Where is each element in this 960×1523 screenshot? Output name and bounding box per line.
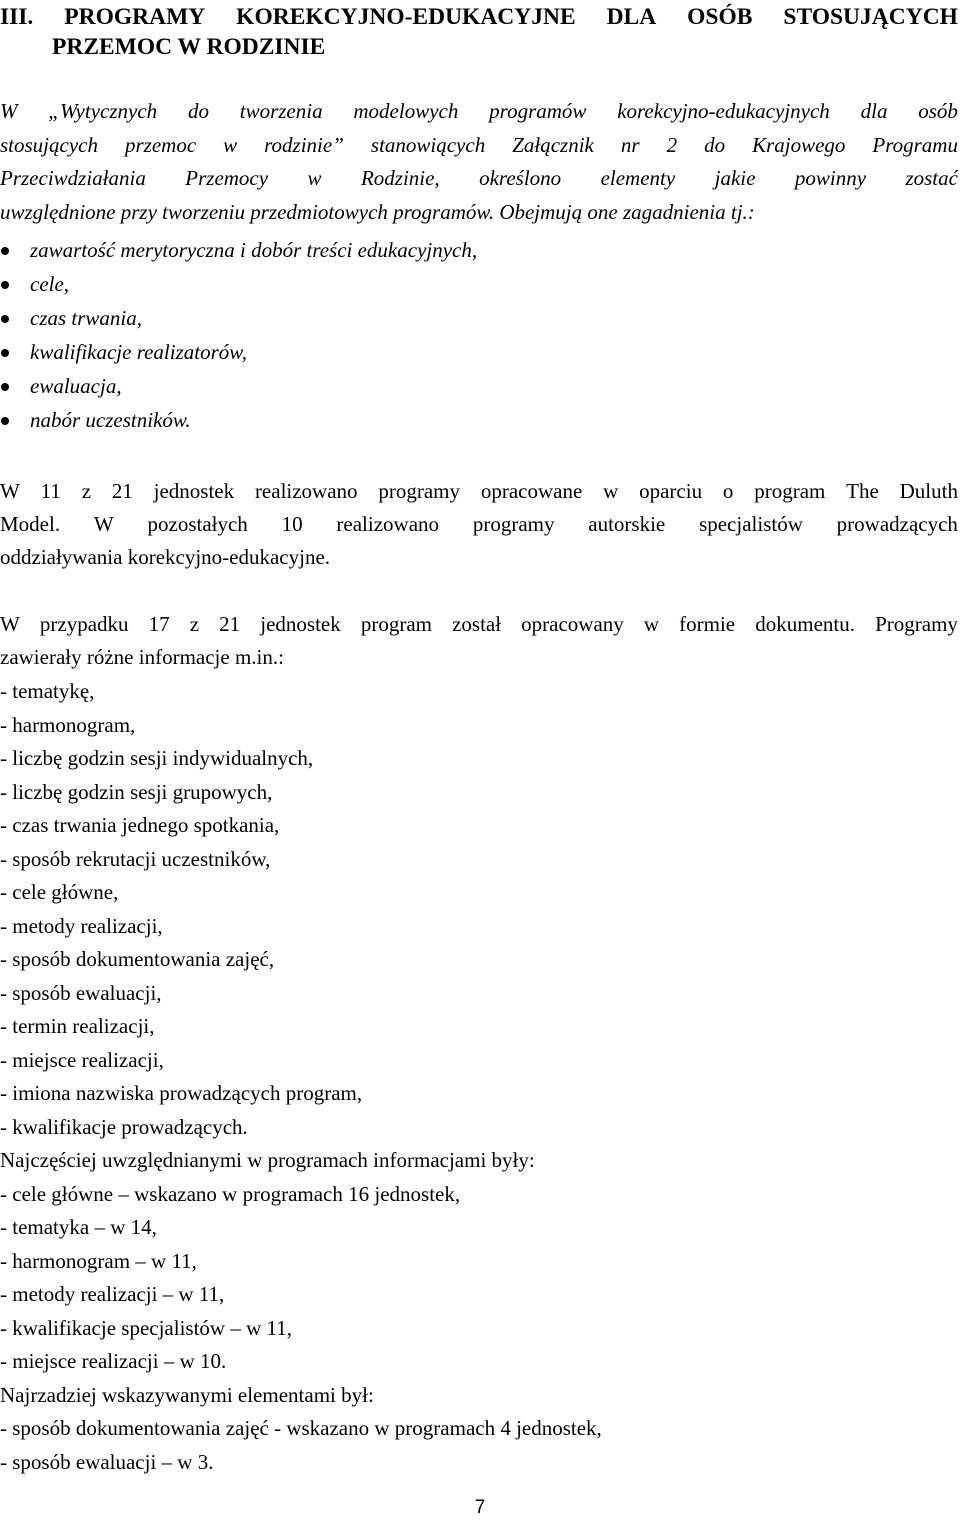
list-item: - miejsce realizacji – w 10. bbox=[0, 1349, 227, 1373]
word: do bbox=[187, 99, 209, 123]
word: STOSUJĄCYCH bbox=[783, 4, 958, 30]
word: w bbox=[307, 166, 322, 190]
list-item: - czas trwania jednego spotkania, bbox=[0, 813, 280, 837]
bullet-dot-icon bbox=[1, 247, 9, 255]
word: zostać bbox=[905, 166, 958, 190]
paragraph-duluth-model bbox=[0, 475, 958, 574]
list-item: - liczbę godzin sesji grupowych, bbox=[0, 779, 273, 804]
list-item: - liczbę godzin sesji indywidualnych, bbox=[0, 746, 314, 770]
para1-line-1 bbox=[0, 475, 958, 508]
list-item: - kwalifikacje specjalistów – w 11, bbox=[0, 1315, 292, 1340]
bullet-item: kwalifikacje realizatorów, bbox=[0, 335, 477, 369]
word: elementy bbox=[600, 166, 676, 190]
section-heading bbox=[0, 2, 958, 62]
bullet-dot-icon bbox=[1, 417, 9, 425]
list-item: - sposób dokumentowania zajęć, bbox=[0, 947, 275, 971]
word: Rodzinie, bbox=[360, 166, 440, 190]
list-item: - harmonogram – w 11, bbox=[0, 1248, 197, 1273]
list-item: - sposób rekrutacji uczestników, bbox=[0, 846, 271, 871]
list-item: - metody realizacji – w 11, bbox=[0, 1282, 225, 1306]
bullet-dot-icon bbox=[1, 349, 9, 357]
word: modelowych bbox=[353, 99, 459, 123]
list-item: - termin realizacji, bbox=[0, 1014, 155, 1038]
word: 10 bbox=[281, 512, 303, 536]
word: „Wytycznych bbox=[48, 99, 158, 123]
word: jednostek bbox=[153, 479, 235, 503]
word: 21 bbox=[111, 479, 133, 503]
word: Programu bbox=[872, 132, 958, 157]
word: oparciu bbox=[639, 479, 703, 503]
word: o bbox=[722, 479, 734, 503]
bullet-item: nabór uczestników. bbox=[0, 403, 477, 437]
word: Przeciwdziałania bbox=[0, 166, 146, 190]
word: III. bbox=[0, 4, 34, 30]
word: PROGRAMY bbox=[64, 4, 206, 30]
page-number: 7 bbox=[474, 1497, 486, 1518]
word: OSÓB bbox=[687, 4, 753, 30]
word: jakie bbox=[714, 166, 756, 190]
word: DLA bbox=[606, 4, 657, 30]
word: pozostałych bbox=[147, 512, 248, 536]
word: W bbox=[0, 479, 20, 503]
word: z bbox=[81, 479, 92, 503]
word: został bbox=[452, 612, 502, 636]
bullet-dot-icon bbox=[1, 281, 9, 289]
intro-line-2 bbox=[0, 129, 958, 163]
list-item: - metody realizacji, bbox=[0, 913, 163, 938]
word: Model. bbox=[0, 512, 61, 536]
word: realizowano bbox=[336, 512, 440, 536]
word: realizowano bbox=[254, 479, 358, 503]
paragraph-program-documents bbox=[0, 608, 958, 674]
word: W bbox=[0, 612, 20, 636]
intro-line-4: uwzględnione przy tworzeniu przedmiotowych programów. Obejmują one zagadnienia tj.: bbox=[0, 199, 755, 224]
word: opracowany bbox=[521, 612, 624, 636]
bullet-item: czas trwania, bbox=[0, 301, 477, 335]
word: W bbox=[0, 99, 18, 123]
word: stanowiących bbox=[370, 132, 486, 157]
word: program bbox=[754, 479, 826, 503]
word: 2 bbox=[666, 132, 678, 157]
para1-line-2 bbox=[0, 508, 958, 541]
intro-line-1 bbox=[0, 95, 958, 129]
word: programów bbox=[489, 99, 587, 123]
word: Duluth bbox=[899, 479, 958, 503]
word: nr bbox=[620, 132, 640, 157]
bullet-item: ewaluacja, bbox=[0, 369, 477, 403]
para2-line-1 bbox=[0, 608, 958, 641]
heading-line-1 bbox=[0, 2, 958, 32]
word: autorskie bbox=[588, 512, 666, 536]
bullet-dot-icon bbox=[1, 383, 9, 391]
word: Programy bbox=[875, 612, 958, 636]
list-item: - cele główne – wskazano w programach 16 jednostek, bbox=[0, 1181, 461, 1206]
word: osób bbox=[918, 99, 958, 123]
bullet-list bbox=[0, 233, 477, 437]
word: program bbox=[360, 612, 432, 636]
word: Załącznik bbox=[512, 132, 594, 157]
word: 17 bbox=[148, 612, 170, 636]
word: tworzenia bbox=[239, 99, 323, 123]
list-item: - sposób dokumentowania zajęć - wskazano w programach 4 jednostek, bbox=[0, 1416, 602, 1440]
word: rodzinie” bbox=[264, 132, 344, 157]
word: prowadzących bbox=[836, 512, 958, 536]
word: Przemocy bbox=[185, 166, 269, 190]
word: dokumentu. bbox=[755, 612, 855, 636]
word: w bbox=[603, 479, 619, 503]
word: programy bbox=[472, 512, 555, 536]
word: dla bbox=[860, 99, 888, 123]
word: w bbox=[223, 132, 238, 157]
word: korekcyjno-edukacyjnych bbox=[617, 99, 830, 123]
list-item: Najczęściej uwzględnianymi w programach informacjami były: bbox=[0, 1148, 535, 1172]
list-item: - harmonogram, bbox=[0, 712, 136, 737]
word: przypadku bbox=[39, 612, 129, 636]
list-item: - tematykę, bbox=[0, 679, 95, 703]
intro-paragraph bbox=[0, 95, 958, 229]
list-item: - cele główne, bbox=[0, 880, 119, 904]
bullet-dot-icon bbox=[1, 315, 9, 323]
list-item: - sposób ewaluacji, bbox=[0, 980, 162, 1005]
word: Krajowego bbox=[752, 132, 846, 157]
word: powinny bbox=[794, 166, 867, 190]
word: KOREKCYJNO-EDUKACYJNE bbox=[236, 4, 576, 30]
list-item: - kwalifikacje prowadzących. bbox=[0, 1114, 248, 1139]
word: z bbox=[189, 612, 200, 636]
word: opracowane bbox=[480, 479, 583, 503]
word: 11 bbox=[40, 479, 61, 503]
para1-line-3: oddziaływania korekcyjno-edukacyjne. bbox=[0, 545, 331, 569]
word: programy bbox=[378, 479, 461, 503]
word: 21 bbox=[219, 612, 241, 636]
bullet-item: zawartość merytoryczna i dobór treści edukacyjnych, bbox=[0, 233, 477, 267]
word: w bbox=[643, 612, 660, 636]
word: specjalistów bbox=[699, 512, 803, 536]
word: W bbox=[93, 512, 114, 536]
list-item: - tematyka – w 14, bbox=[0, 1215, 157, 1239]
list-item: Najrzadziej wskazywanymi elementami był: bbox=[0, 1382, 374, 1407]
heading-line-2: PRZEMOC W RODZINIE bbox=[52, 34, 326, 60]
list-item: - sposób ewaluacji – w 3. bbox=[0, 1449, 214, 1474]
bullet-item: cele, bbox=[0, 267, 477, 301]
program-contents-list bbox=[0, 675, 602, 1479]
list-item: - imiona nazwiska prowadzących program, bbox=[0, 1081, 363, 1105]
word: jednostek bbox=[260, 612, 341, 636]
intro-line-3 bbox=[0, 162, 958, 196]
word: określono bbox=[479, 166, 562, 190]
word: do bbox=[704, 132, 726, 157]
word: stosujących bbox=[0, 132, 98, 157]
word: przemoc bbox=[124, 132, 197, 157]
para2-line-2: zawierały różne informacje m.in.: bbox=[0, 645, 284, 669]
list-item: - miejsce realizacji, bbox=[0, 1047, 164, 1072]
word: formie bbox=[679, 612, 736, 636]
word: The bbox=[846, 479, 879, 503]
